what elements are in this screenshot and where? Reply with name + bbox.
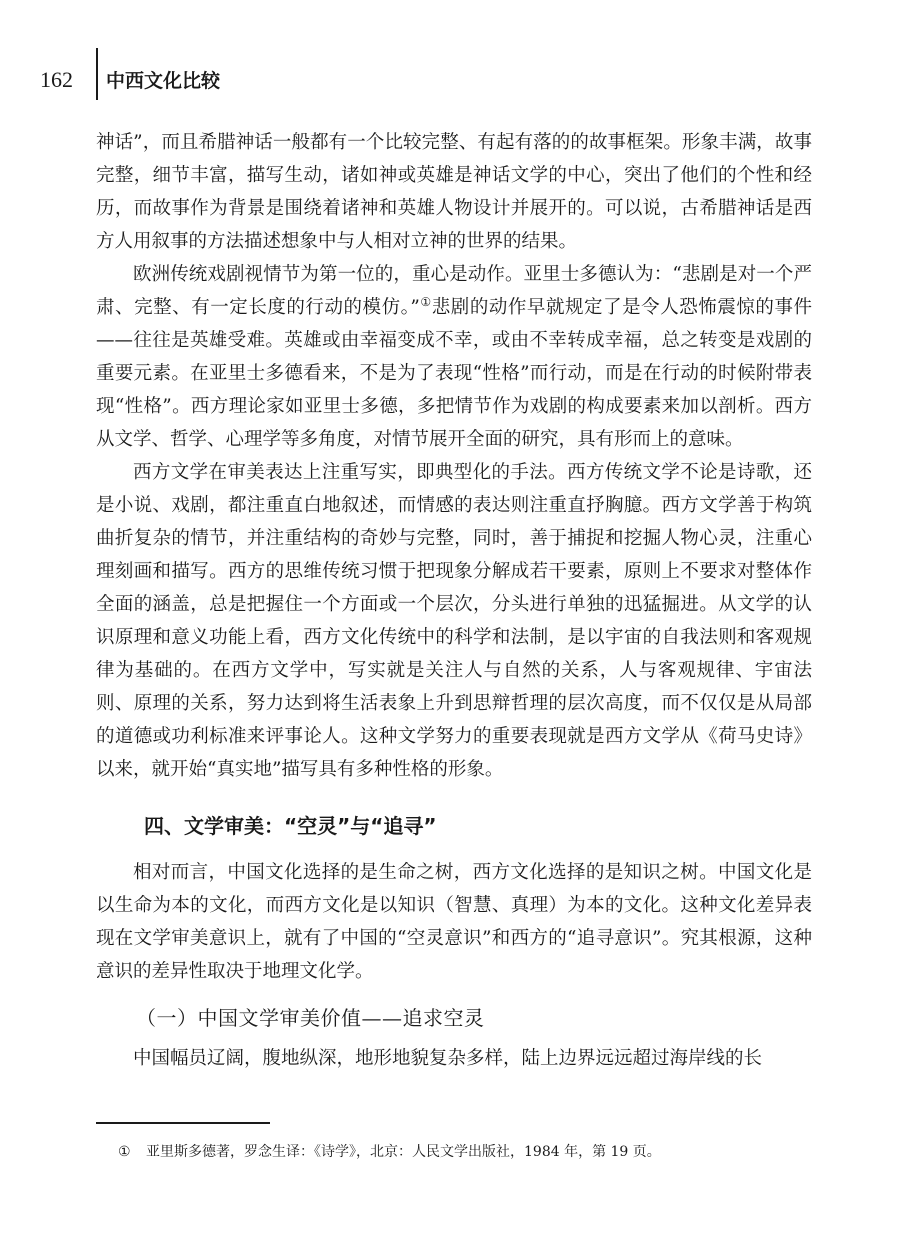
subsection-heading: （一）中国文学审美价值——追求空灵 xyxy=(136,1006,485,1030)
footnote-divider xyxy=(96,1122,270,1124)
header-divider xyxy=(96,48,98,100)
paragraph-3: 西方文学在审美表达上注重写实，即典型化的手法。西方传统文学不论是诗歌，还是小说、戏剧，都注重直白地叙述，而情感的表达则注重直抒胸臆。西方文学善于构筑曲折复杂的情节，并注重结构的奇妙与完整，同时，善于捕捉和挖掘人物心灵，注重心理刻画和描写。西方的思维传统习惯于把现象分解成若干要素，原则上不要求对整体作全面的涵盖，总是把握住一个方面或一个层次，分头进行单独的迅猛掘进。从文学的认识原理和意义功能上看，西方文化传统中的科学和法制，是以宇宙的自我法则和客观规律为基础的。在西方文学中，写实就是关注人与自然的关系，人与客观规律、宇宙法则、原理的关系，努力达到将生活表象上升到思辩哲理的层次高度，而不仅仅是从局部的道德或功利标准来评事论人。这种文学努力的重要表现就是西方文学从《荷马史诗》以来，就开始“真实地”描写具有多种性格的形象。 xyxy=(96,462,812,780)
page-header xyxy=(40,48,640,100)
footnote-reference[interactable]: ① xyxy=(419,294,432,309)
body-text xyxy=(96,126,812,1075)
paragraph-1: 神话”，而且希腊神话一般都有一个比较完整、有起有落的的故事框架。形象丰满，故事完整，细节丰富，描写生动，诸如神或英雄是神话文学的中心，突出了他们的个性和经历，而故事作为背景是围绕着诸神和英雄人物设计并展开的。可以说，古希腊神话是西方人用叙事的方法描述想象中与人相对立神的世界的结果。 xyxy=(96,132,812,252)
paragraph-2-part-a: 欧洲传统戏剧视情节为第一位的，重心是动作。亚里士多德认为：“悲剧是对一个严肃、完整、有一定长度的行动的模仿。” xyxy=(96,264,812,318)
footnote-marker: ① xyxy=(118,1144,131,1160)
footnote-text: 亚里斯多德著，罗念生译：《诗学》，北京：人民文学出版社，1984 年，第 19 页。 xyxy=(146,1144,661,1160)
paragraph-5: 中国幅员辽阔，腹地纵深，地形地貌复杂多样，陆上边界远远超过海岸线的长 xyxy=(133,1048,763,1069)
section-heading: 四、文学审美：“空灵”与“追寻” xyxy=(144,814,437,838)
paragraph-2-part-b: 悲剧的动作早就规定了是令人恐怖震惊的事件——往往是英雄受难。英雄或由幸福变成不幸，或由不幸转成幸福，总之转变是戏剧的重要元素。在亚里士多德看来，不是为了表现“性格”而行动，而是在行动的时候附带表现“性格”。西方理论家如亚里士多德，多把情节作为戏剧的构成要素来加以剖析。西方从文学、哲学、心理学等多角度，对情节展开全面的研究，具有形而上的意味。 xyxy=(96,297,812,450)
page-number: 162 xyxy=(40,67,73,92)
paragraph-4: 相对而言，中国文化选择的是生命之树，西方文化选择的是知识之树。中国文化是以生命为本的文化，而西方文化是以知识（智慧、真理）为本的文化。这种文化差异表现在文学审美意识上，就有了中国的“空灵意识”和西方的“追寻意识”。究其根源，这种意识的差异性取决于地理文化学。 xyxy=(96,862,812,982)
book-title: 中西文化比较 xyxy=(106,70,221,92)
footnote xyxy=(118,1141,818,1163)
paragraph-2 xyxy=(96,258,812,456)
